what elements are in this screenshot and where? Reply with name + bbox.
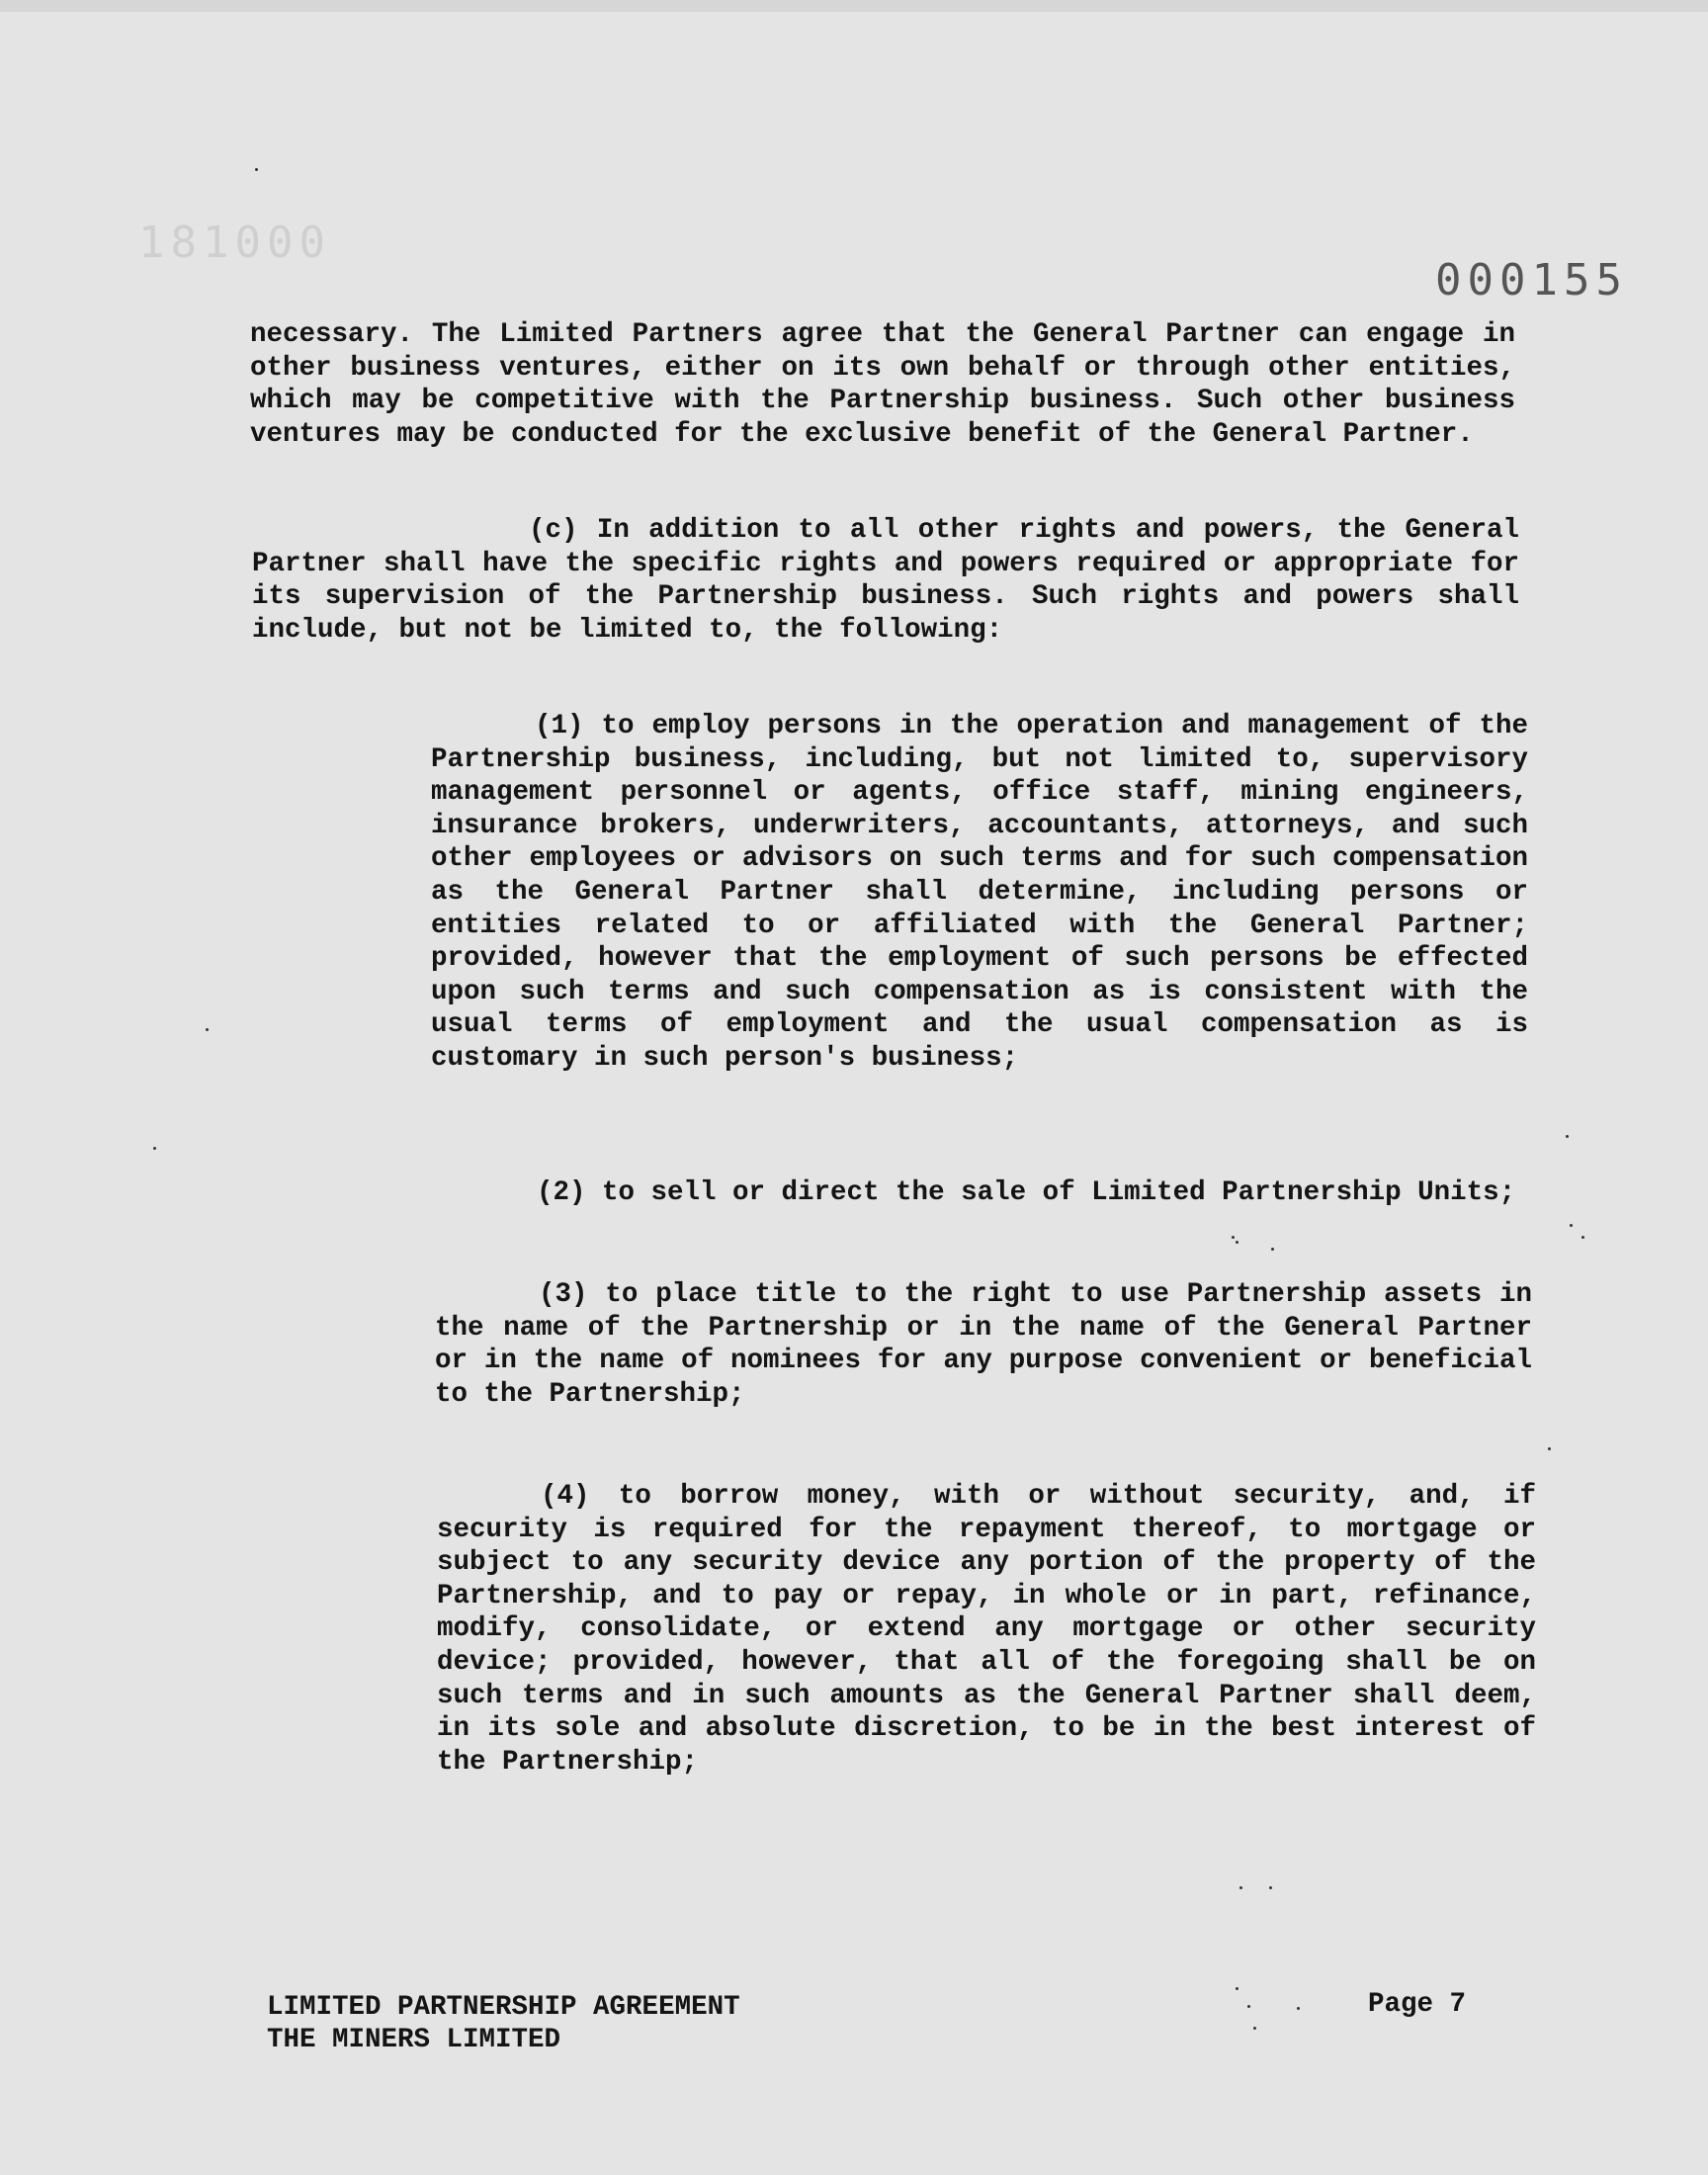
- item-3: (3) to place title to the right to use Partnership assets in the name of the Partnership or in the name of the General Partner or in the name of nominees for any purpose convenient or beneficial to the Partnership;: [435, 1279, 1532, 1410]
- scan-speck: [153, 1147, 156, 1150]
- scan-speck: [1269, 1886, 1272, 1889]
- scan-speck: [1570, 1224, 1573, 1227]
- faint-bates-number: 181000: [138, 218, 331, 268]
- footer-line-2: THE MINERS LIMITED: [267, 2025, 561, 2055]
- scan-edge: [0, 0, 1708, 12]
- paragraph-c: (c) In addition to all other rights and powers, the General Partner shall have the specific rights and powers required or appropriate for its supervision of the Partnership business. Such rights and powers shall include, but not be limited to, the following:: [252, 515, 1519, 646]
- scan-speck: [255, 168, 258, 171]
- item-2: (2) to sell or direct the sale of Limited Partnership Units;: [537, 1177, 1516, 1208]
- scan-speck: [1271, 1248, 1274, 1251]
- item-1: (1) to employ persons in the operation and management of the Partnership business, including, but not limited to, supervisory management personnel or agents, office staff, mining engineers, insurance brokers, underwriters, accountants, attorneys, and such other employees or advisors on such terms and for such compensation as the General Partner shall determine, including persons or entities related to or affiliated with the General Partner; provided, however that the employment of such persons be effected upon such terms and such compensation as is consistent with the usual terms of employment and the usual compensation as is customary in such person's business;: [431, 711, 1528, 1074]
- scan-speck: [1232, 1236, 1235, 1239]
- scan-speck: [1581, 1236, 1584, 1239]
- footer-title: [267, 1991, 740, 2056]
- footer-line-1: LIMITED PARTNERSHIP AGREEMENT: [267, 1992, 740, 2023]
- bates-number: 000155: [1435, 255, 1628, 305]
- scan-speck: [206, 1028, 209, 1031]
- scan-speck: [1297, 2007, 1300, 2010]
- continuation-paragraph: necessary. The Limited Partners agree that the General Partner can engage in other business ventures, either on its own behalf or through other entities, which may be competitive with the Partnership business. Such other business ventures may be conducted for the exclusive benefit of the General Partner.: [250, 319, 1515, 450]
- scan-speck: [1247, 2005, 1250, 2008]
- scan-speck: [1566, 1135, 1569, 1138]
- scan-speck: [1548, 1447, 1551, 1450]
- scan-speck: [1239, 1886, 1242, 1889]
- page-number: Page 7: [1368, 1989, 1467, 2020]
- scan-speck: [1253, 2027, 1256, 2030]
- scan-speck: [1236, 1987, 1238, 1990]
- scan-speck: [1236, 1241, 1238, 1244]
- item-4: (4) to borrow money, with or without security, and, if security is required for the repayment thereof, to mortgage or subject to any security device any portion of the property of the Partnership, and to pay or repay, in whole or in part, refinance, modify, consolidate, or extend any mortgage or other security device; provided, however, that all of the foregoing shall be on such terms and in such amounts as the General Partner shall deem, in its sole and absolute discretion, to be in the best interest of the Partnership;: [437, 1481, 1536, 1778]
